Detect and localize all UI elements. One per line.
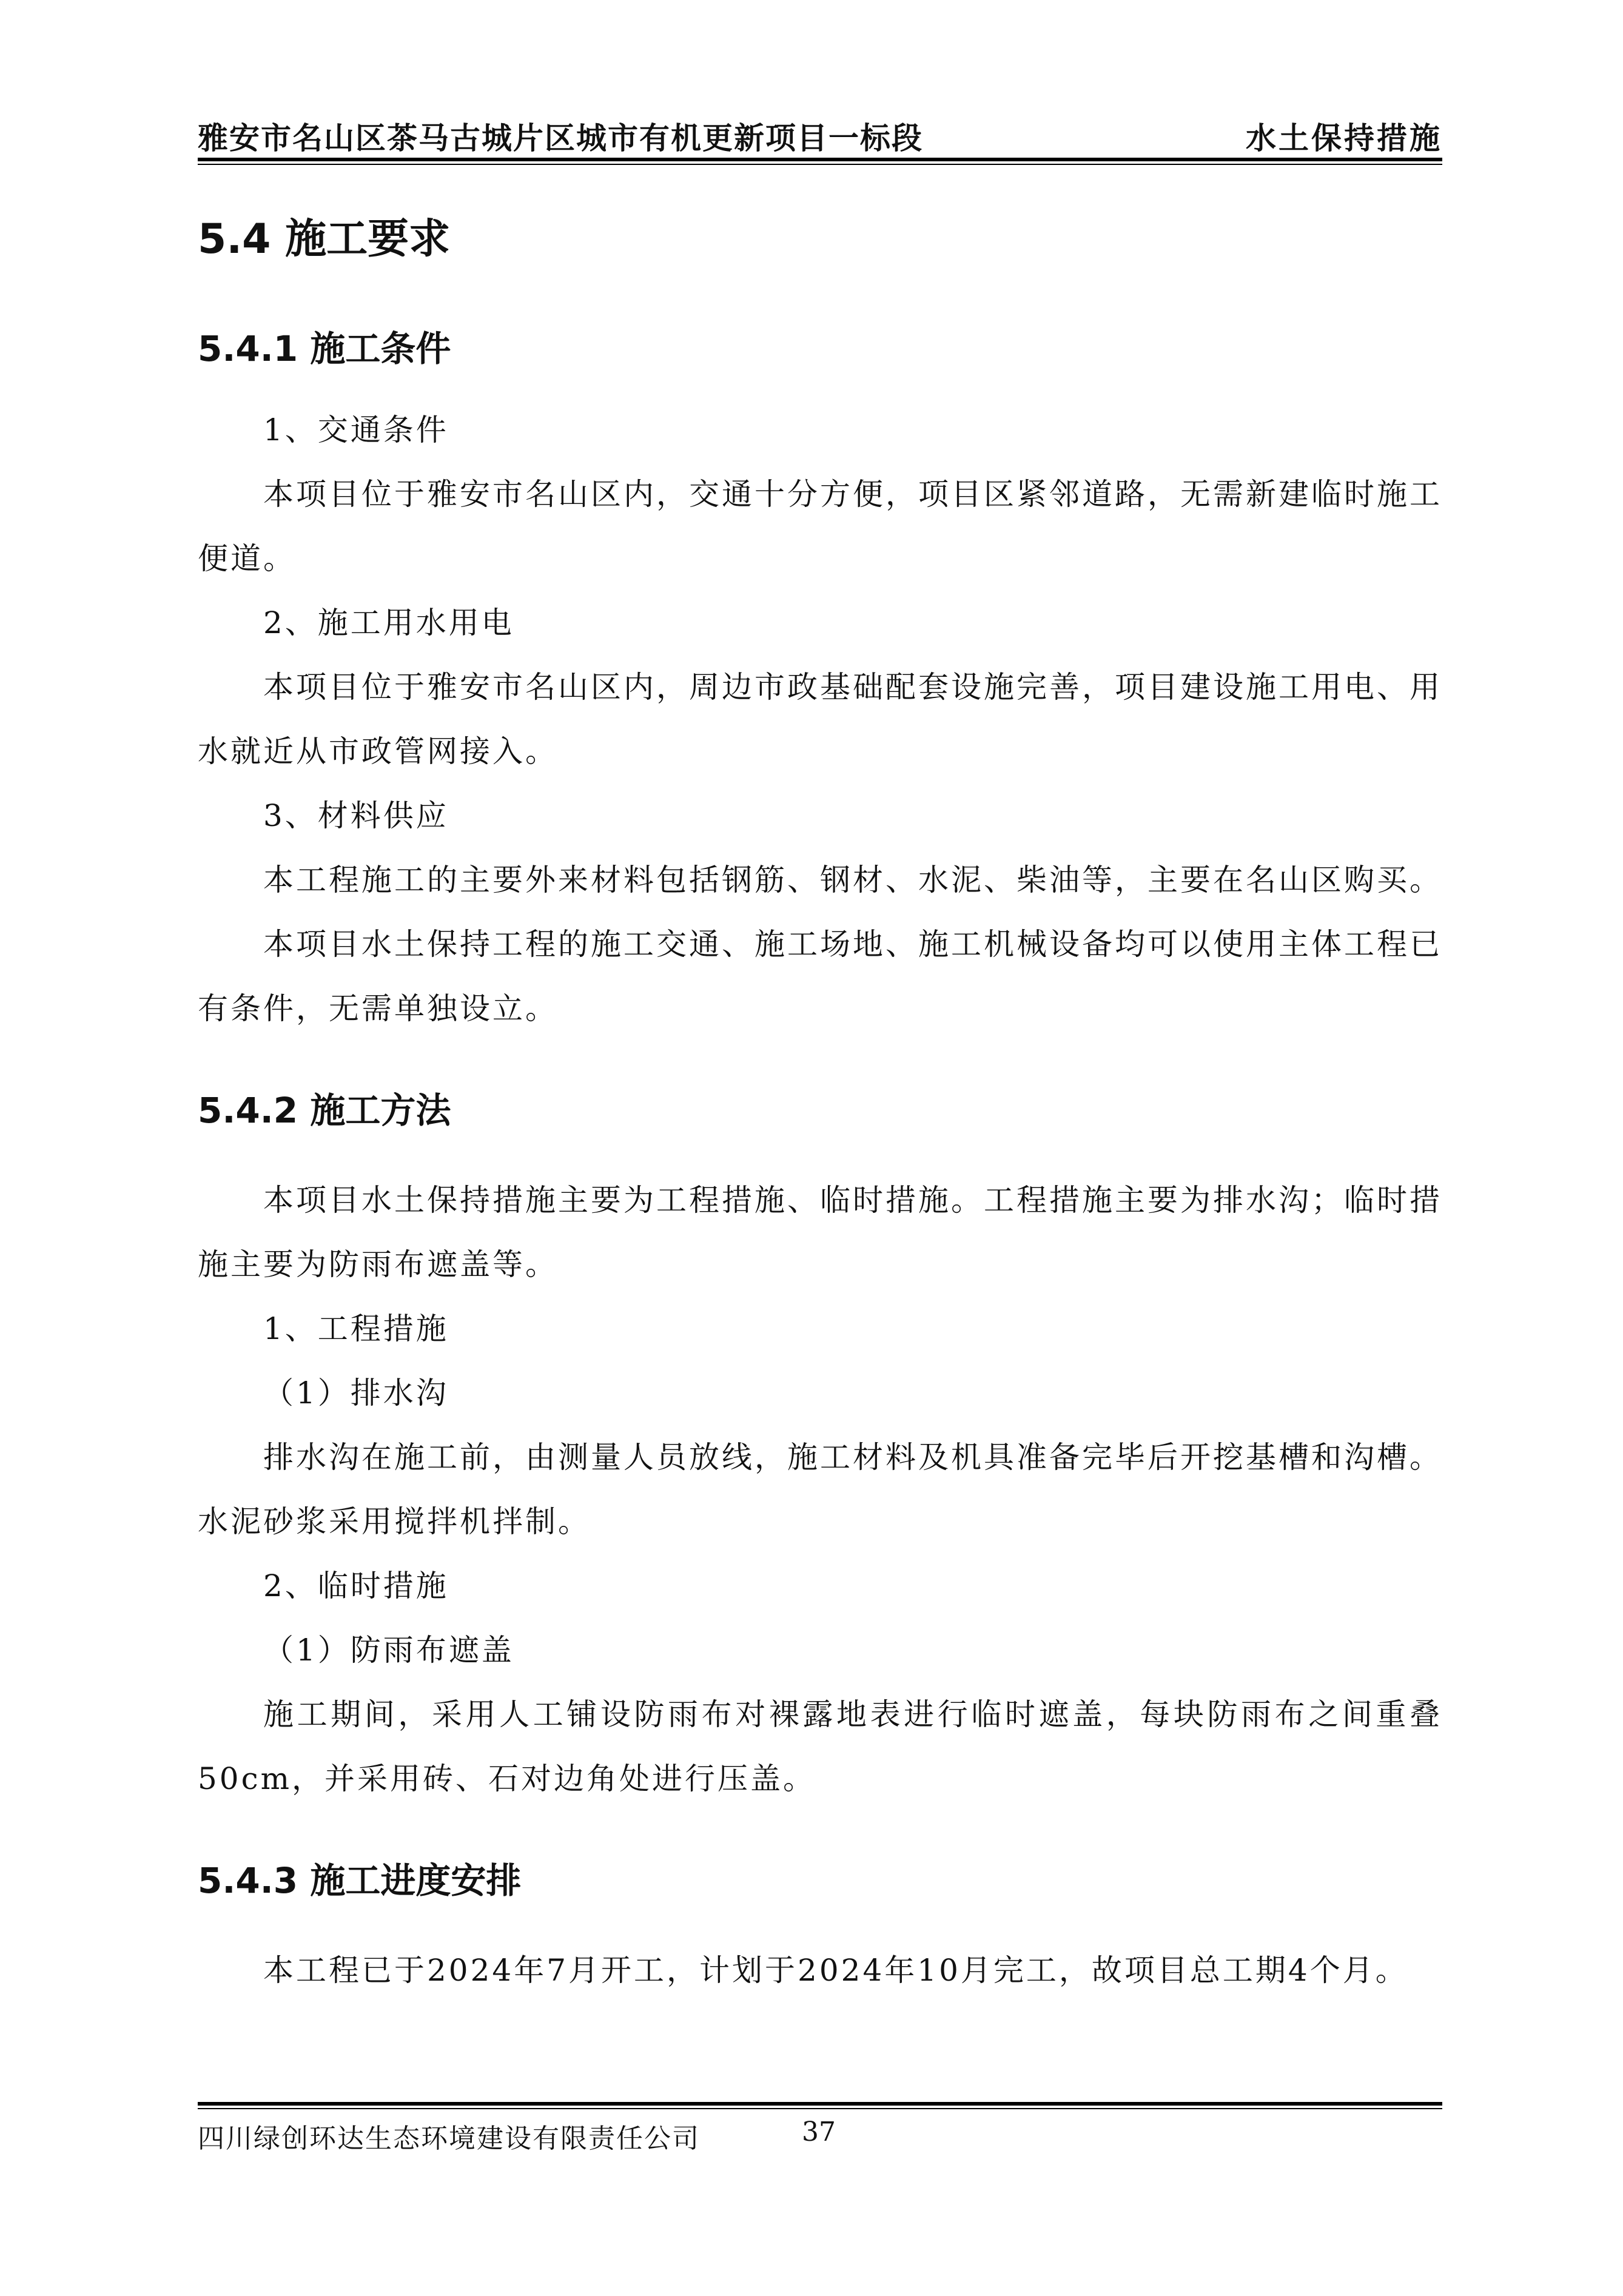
page-number: 37 <box>802 2116 836 2147</box>
paragraph: 本项目位于雅安市名山区内，周边市政基础配套设施完善，项目建设施工用电、用水就近从市政管网接入。 <box>198 670 1442 769</box>
header-rule <box>198 158 1442 161</box>
header-rule-thin <box>198 164 1442 165</box>
paragraph: 2、施工用水用电 <box>263 605 514 640</box>
footer-company: 四川绿创环达生态环境建设有限责任公司 <box>198 2123 700 2154</box>
paragraph: 排水沟在施工前，由测量人员放线，施工材料及机具准备完毕后开挖基槽和沟槽。水泥砂浆采用搅拌机拌制。 <box>198 1440 1442 1539</box>
subsection-heading-5-4-1: 5.4.1 施工条件 <box>198 328 451 369</box>
subsection-heading-5-4-3: 5.4.3 施工进度安排 <box>198 1860 522 1901</box>
footer-rule <box>198 2102 1442 2106</box>
page-header <box>198 114 1442 158</box>
paragraph: 本项目水土保持措施主要为工程措施、临时措施。工程措施主要为排水沟；临时措施主要为防雨布遮盖等。 <box>198 1183 1442 1282</box>
paragraph: 本项目水土保持工程的施工交通、施工场地、施工机械设备均可以使用主体工程已有条件，无需单独设立。 <box>198 927 1442 1026</box>
paragraph: （1）排水沟 <box>263 1375 449 1411</box>
footer-rule-thin <box>198 2108 1442 2109</box>
section-heading: 5.4 施工要求 <box>198 215 451 263</box>
paragraph: 施工期间，采用人工铺设防雨布对裸露地表进行临时遮盖，每块防雨布之间重叠50cm，并采用砖、石对边角处进行压盖。 <box>198 1697 1442 1796</box>
header-chapter-title: 水土保持措施 <box>1246 121 1442 156</box>
header-project-title: 雅安市名山区茶马古城片区城市有机更新项目一标段 <box>198 121 923 156</box>
paragraph: 本工程施工的主要外来材料包括钢筋、钢材、水泥、柴油等，主要在名山区购买。 <box>263 862 1442 898</box>
page-content <box>198 200 1442 2002</box>
paragraph: 2、临时措施 <box>263 1568 449 1603</box>
paragraph: （1）防雨布遮盖 <box>263 1633 514 1668</box>
paragraph: 1、交通条件 <box>263 412 449 448</box>
paragraph: 本工程已于2024年7月开工，计划于2024年10月完工，故项目总工期4个月。 <box>263 1953 1408 1988</box>
paragraph: 1、工程措施 <box>263 1311 449 1346</box>
paragraph: 3、材料供应 <box>263 798 449 833</box>
subsection-heading-5-4-2: 5.4.2 施工方法 <box>198 1090 451 1131</box>
paragraph: 本项目位于雅安市名山区内，交通十分方便，项目区紧邻道路，无需新建临时施工便道。 <box>198 477 1442 576</box>
